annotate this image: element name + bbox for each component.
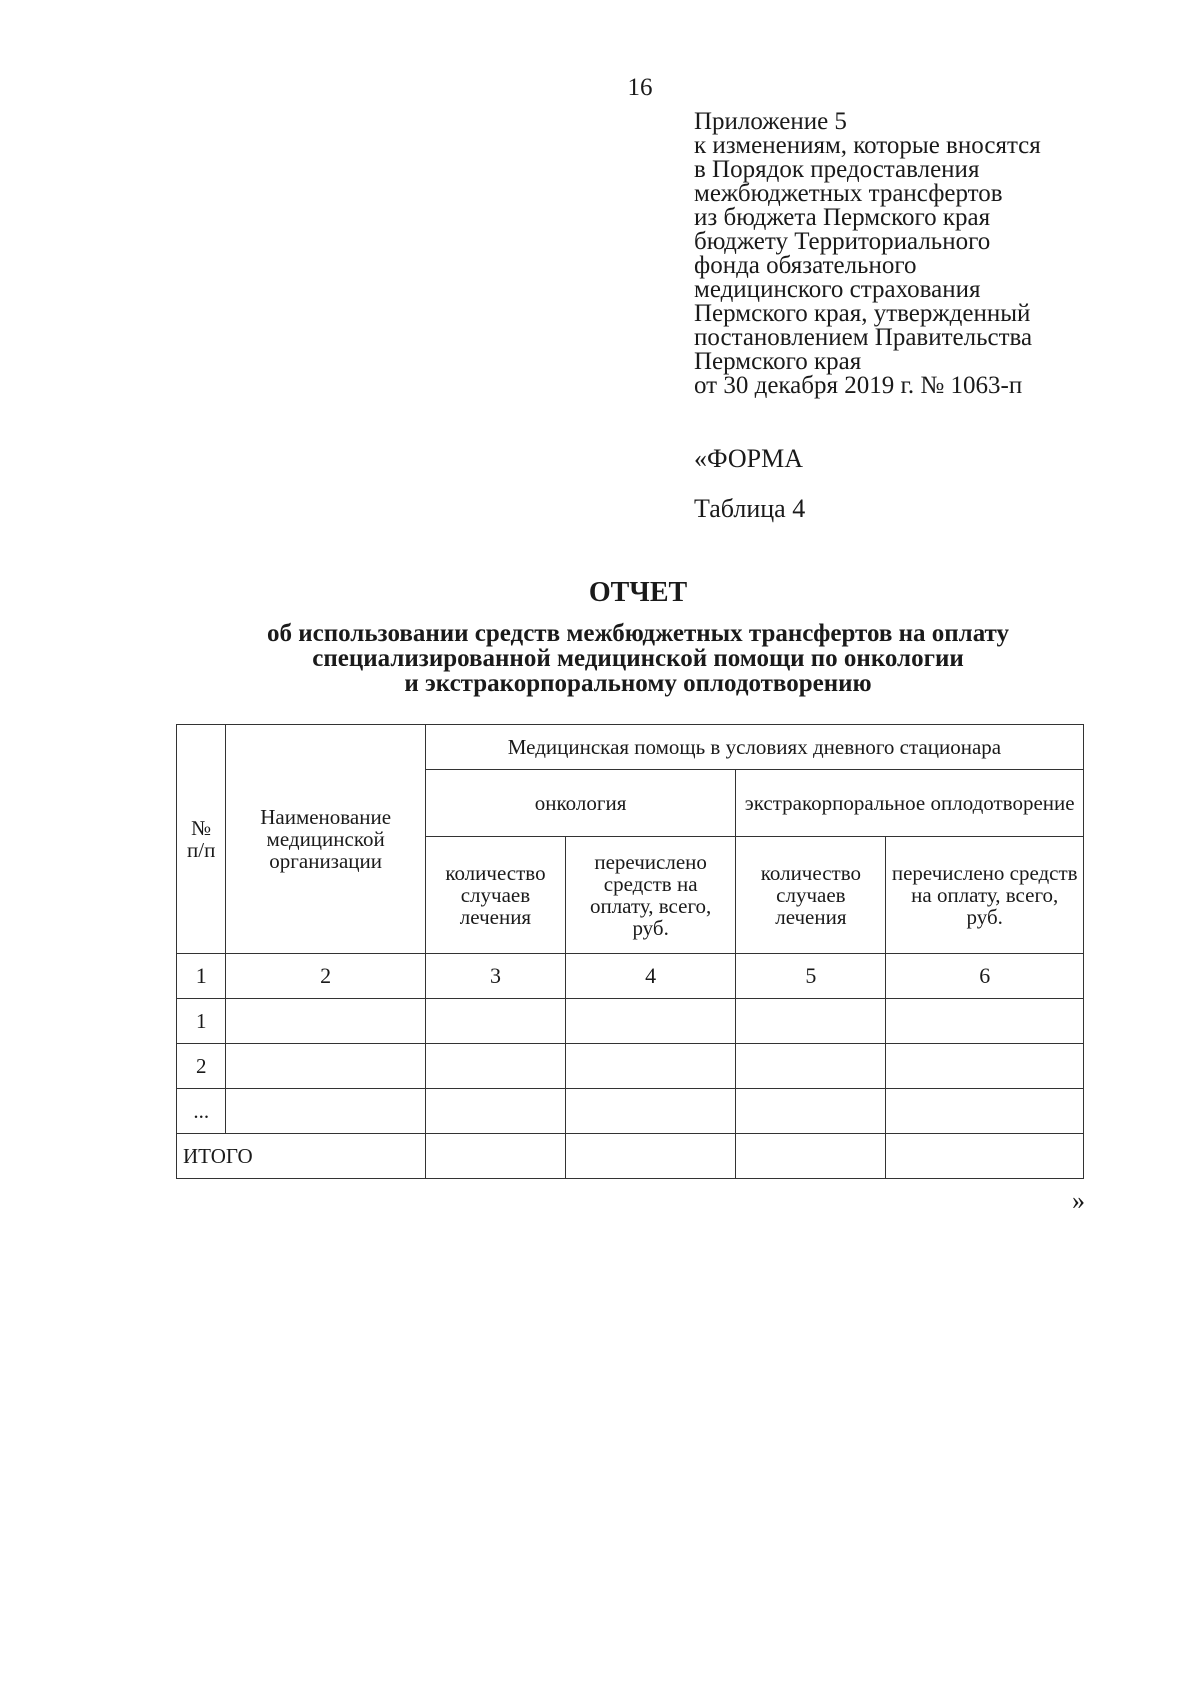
column-number: 4 — [565, 954, 735, 999]
table-cell — [425, 1044, 565, 1089]
header-col4: перечислено средств на оплату, всего, руб. — [565, 837, 735, 954]
table-cell — [425, 1089, 565, 1134]
appendix-line: Пермского края, утвержденный — [694, 300, 1031, 327]
table-cell — [425, 999, 565, 1044]
header-col3: количество случаев лечения — [425, 837, 565, 954]
column-number: 5 — [736, 954, 886, 999]
total-label: ИТОГО — [177, 1134, 426, 1179]
table-cell — [226, 1089, 426, 1134]
row-number: 2 — [177, 1044, 226, 1089]
table-cell — [565, 1134, 735, 1179]
report-title: ОТЧЕТ — [588, 577, 688, 608]
table-cell — [565, 999, 735, 1044]
column-number: 3 — [425, 954, 565, 999]
total-row — [177, 1134, 1084, 1179]
table-cell — [226, 1044, 426, 1089]
appendix-line: постановлением Правительства — [694, 324, 1033, 351]
appendix-line: Пермского края — [694, 348, 862, 375]
column-number-row — [177, 954, 1084, 999]
column-number: 2 — [226, 954, 426, 999]
header-col6: перечислено средств на оплату, всего, руб. — [886, 837, 1084, 954]
report-subtitle — [180, 621, 1096, 696]
appendix-line: к изменениям, которые вносятся — [694, 132, 1041, 159]
header-row-group — [177, 725, 1084, 770]
row-number: 1 — [177, 999, 226, 1044]
table-row — [177, 1044, 1084, 1089]
table-cell — [886, 1044, 1084, 1089]
column-number: 6 — [886, 954, 1084, 999]
appendix-line: в Порядок предоставления — [694, 156, 980, 183]
table-cell — [425, 1134, 565, 1179]
page-number: 16 — [627, 74, 653, 101]
appendix-line: от 30 декабря 2019 г. № 1063-п — [694, 372, 1023, 399]
header-org-name: Наименование медицинской организации — [226, 725, 426, 954]
table-row — [177, 999, 1084, 1044]
table-cell — [886, 1089, 1084, 1134]
table-cell — [736, 999, 886, 1044]
report-table — [176, 724, 1084, 1179]
table-cell — [736, 1089, 886, 1134]
header-num: № п/п — [177, 725, 226, 954]
report-subtitle-line: и экстракорпоральному оплодотворению — [404, 670, 872, 697]
report-subtitle-line: об использовании средств межбюджетных трансфертов на оплату — [266, 620, 1010, 647]
column-number: 1 — [177, 954, 226, 999]
report-subtitle-line: специализированной медицинской помощи по онкологии — [312, 645, 964, 672]
table-cell — [565, 1044, 735, 1089]
table-row — [177, 1089, 1084, 1134]
appendix-line: из бюджета Пермского края — [694, 204, 991, 231]
table-label: Таблица 4 — [694, 494, 806, 523]
forma-label: «ФОРМА — [694, 444, 803, 473]
appendix-line: межбюджетных трансфертов — [694, 180, 1003, 207]
table-cell — [565, 1089, 735, 1134]
row-number: ... — [177, 1089, 226, 1134]
header-oncology: онкология — [425, 770, 735, 837]
header-day-hospital: Медицинская помощь в условиях дневного стационара — [425, 725, 1083, 770]
appendix-line: медицинского страхования — [694, 276, 981, 303]
table-cell — [886, 1134, 1084, 1179]
header-col5: количество случаев лечения — [736, 837, 886, 954]
appendix-block — [694, 110, 1154, 398]
closing-quote: » — [1072, 1186, 1085, 1215]
appendix-line: Приложение 5 — [694, 108, 847, 135]
table-cell — [226, 999, 426, 1044]
table-cell — [886, 999, 1084, 1044]
header-eco: экстракорпоральное оплодотворение — [736, 770, 1084, 837]
appendix-line: бюджету Территориального — [694, 228, 991, 255]
table-cell — [736, 1044, 886, 1089]
appendix-line: фонда обязательного — [694, 252, 917, 279]
table-cell — [736, 1134, 886, 1179]
